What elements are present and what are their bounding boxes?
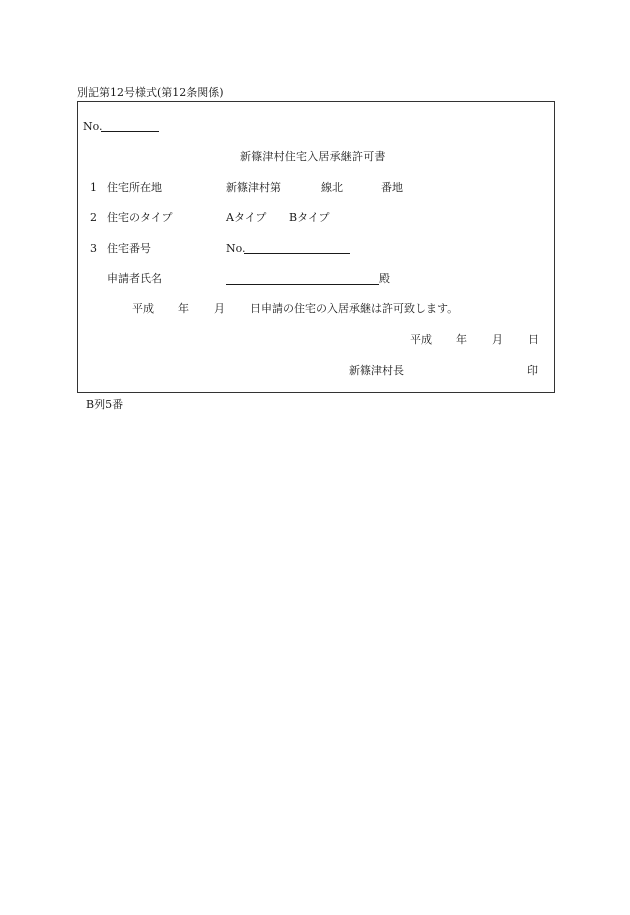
address-village: 新篠津村第 — [226, 181, 281, 194]
applicant-name-label: 申請者氏名 — [107, 272, 162, 285]
housing-number-blank — [244, 253, 350, 254]
issue-date-day: 日 — [528, 333, 539, 346]
row-number-3: 3 — [90, 242, 97, 255]
row-number-1: 1 — [90, 181, 97, 194]
statement-month: 月 — [214, 302, 225, 315]
statement-year: 年 — [178, 302, 189, 315]
housing-type-a: Aタイプ — [226, 211, 267, 224]
document-number-label: No. — [83, 120, 103, 133]
issue-date-year: 年 — [456, 333, 467, 346]
issue-date-month: 月 — [492, 333, 503, 346]
address-label: 住宅所在地 — [107, 181, 162, 194]
address-lot: 番地 — [381, 181, 403, 194]
issue-date-era: 平成 — [410, 333, 432, 346]
issuer-seal: 印 — [527, 364, 538, 377]
statement-era: 平成 — [132, 302, 154, 315]
statement-text: 日申請の住宅の入居承継は許可致します。 — [250, 302, 459, 315]
address-line-north: 線北 — [321, 181, 343, 194]
form-code: 別記第12号様式(第12条関係) — [77, 86, 224, 99]
issuer-title: 新篠津村長 — [349, 364, 404, 377]
row-number-2: 2 — [90, 211, 97, 224]
permit-form-frame — [77, 101, 555, 393]
document-number-blank — [101, 131, 159, 132]
housing-type-label: 住宅のタイプ — [107, 211, 173, 224]
housing-number-prefix: No. — [226, 242, 246, 255]
applicant-honorific: 殿 — [379, 272, 390, 285]
housing-number-label: 住宅番号 — [107, 242, 151, 255]
applicant-name-blank — [226, 284, 379, 285]
housing-type-b: Bタイプ — [289, 211, 330, 224]
document-title: 新篠津村住宅入居承継許可書 — [240, 150, 386, 163]
paper-size-note: B列5番 — [86, 398, 124, 411]
